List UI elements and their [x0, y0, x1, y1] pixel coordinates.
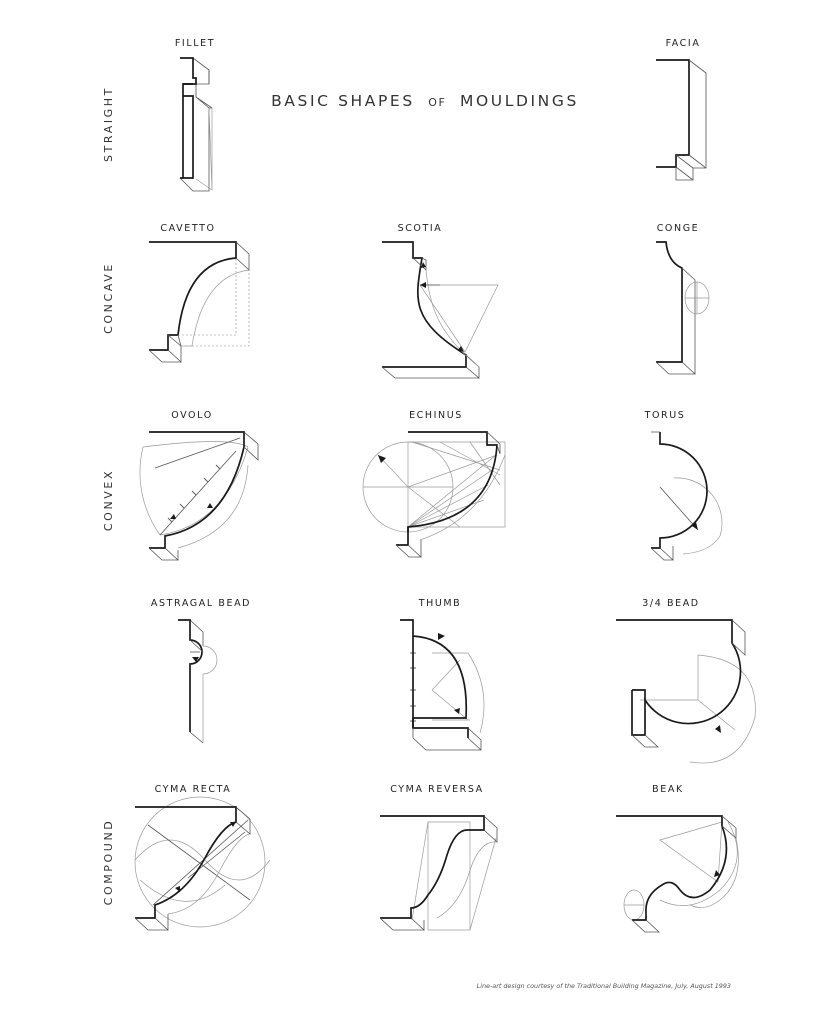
echinus-drawing	[363, 432, 505, 557]
three-quarter-bead-drawing	[616, 620, 755, 763]
fillet-drawing	[180, 58, 212, 191]
beak-drawing	[616, 816, 738, 932]
label-three-quarter-bead: 3/4 BEAD	[642, 598, 700, 609]
cyma-reversa-drawing	[380, 816, 497, 930]
label-astragal-bead: ASTRAGAL BEAD	[150, 598, 252, 609]
label-torus: TORUS	[644, 410, 686, 421]
label-fillet: FILLET	[174, 38, 216, 49]
torus-drawing	[651, 432, 722, 560]
astragal-bead-drawing	[178, 620, 217, 743]
cyma-recta-drawing	[135, 797, 270, 930]
row-label-concave: CONCAVE	[102, 262, 115, 334]
label-echinus: ECHINUS	[409, 410, 463, 421]
conge-drawing	[656, 242, 709, 374]
label-ovolo: OVOLO	[171, 410, 213, 421]
label-beak: BEAK	[652, 784, 684, 795]
label-cavetto: CAVETTO	[160, 223, 216, 234]
label-cyma-recta: CYMA RECTA	[154, 784, 232, 795]
row-label-convex: CONVEX	[102, 468, 115, 532]
facia-drawing	[656, 60, 706, 180]
title-part-2: MOULDINGS	[460, 92, 579, 110]
label-conge: CONGE	[656, 223, 700, 234]
row-label-compound: COMPOUND	[102, 818, 115, 906]
title-part-small: OF	[428, 96, 447, 109]
row-label-straight: STRAIGHT	[102, 86, 115, 162]
label-facia: FACIA	[665, 38, 701, 49]
credit-line: Line-art design courtesy of the Traditional Building Magazine, July, August 1993	[476, 982, 731, 990]
thumb-drawing	[400, 620, 484, 750]
title-part-1: BASIC SHAPES	[271, 92, 415, 110]
cavetto-drawing	[149, 242, 249, 362]
label-cyma-reversa: CYMA REVERSA	[390, 784, 484, 795]
page-title	[271, 92, 579, 110]
label-scotia: SCOTIA	[397, 223, 443, 234]
ovolo-drawing	[140, 432, 258, 560]
scotia-drawing	[382, 242, 498, 378]
label-thumb: THUMB	[418, 598, 462, 609]
